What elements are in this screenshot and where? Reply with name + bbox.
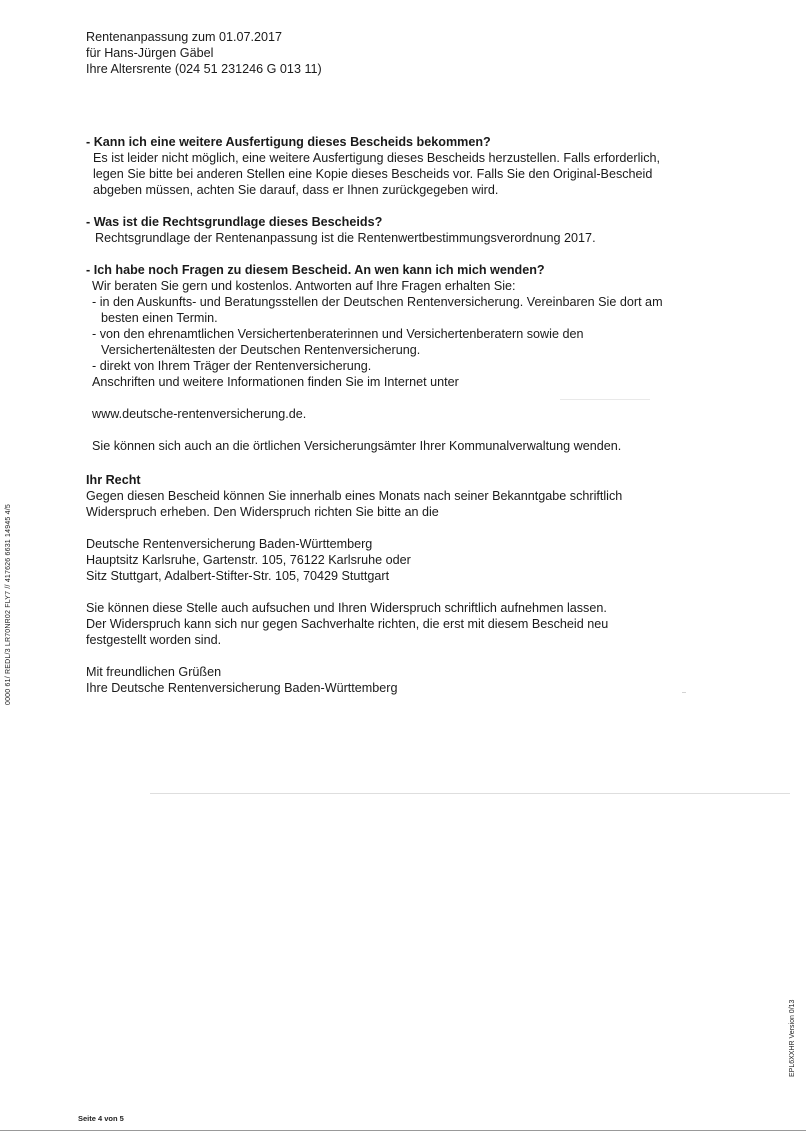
rights-heading: Ihr Recht [86, 473, 141, 487]
scan-artifact-line [150, 793, 790, 794]
q3-text-line: - direkt von Ihrem Träger der Rentenversicherung. [92, 359, 372, 373]
scan-artifact-line [560, 399, 650, 400]
side-barcode-text: 0000 61/ REDL/3 LR70NR02 FLY7 // 417626 6631 14945 4/5 [5, 504, 12, 705]
q1-text-line: legen Sie bitte bei anderen Stellen eine Kopie dieses Bescheids vor. Falls Sie den Original-Bescheid [93, 167, 653, 181]
page-number: Seite 4 von 5 [78, 1114, 124, 1123]
address-line: Deutsche Rentenversicherung Baden-Württemberg [86, 537, 373, 551]
q3-text-line: - in den Auskunfts- und Beratungsstellen der Deutschen Rentenversicherung. Vereinbaren Sie dort am [92, 295, 663, 309]
greeting: Mit freundlichen Grüßen [86, 665, 222, 679]
rights-closing-line: Sie können diese Stelle auch aufsuchen und Ihren Widerspruch schriftlich aufnehmen lassen. [86, 601, 607, 615]
scan-artifact-dot [682, 692, 686, 693]
q2-heading: - Was ist die Rechtsgrundlage dieses Bescheids? [86, 215, 383, 229]
rights-closing-line: Der Widerspruch kann sich nur gegen Sachverhalte richten, die erst mit diesem Bescheid neu [86, 617, 609, 631]
rights-closing-line: festgestellt worden sind. [86, 633, 222, 647]
page-bottom-edge [0, 1130, 806, 1131]
q1-text-line: abgeben müssen, achten Sie darauf, dass er Ihnen zurückgegeben wird. [93, 183, 499, 197]
q3-text-line: Wir beraten Sie gern und kostenlos. Antworten auf Ihre Fragen erhalten Sie: [92, 279, 516, 293]
rights-text-line: Gegen diesen Bescheid können Sie innerhalb eines Monats nach seiner Bekanntgabe schriftlich [86, 489, 623, 503]
q2-text-line: Rechtsgrundlage der Rentenanpassung ist die Rentenwertbestimmungsverordnung 2017. [95, 231, 596, 245]
q3-text-line: Anschriften und weitere Informationen finden Sie im Internet unter [92, 375, 459, 389]
sender: Ihre Deutsche Rentenversicherung Baden-Württemberg [86, 681, 398, 695]
address-line: Hauptsitz Karlsruhe, Gartenstr. 105, 76122 Karlsruhe oder [86, 553, 411, 567]
q1-text-line: Es ist leider nicht möglich, eine weitere Ausfertigung dieses Bescheids herzustellen. Falls erforderlich, [93, 151, 660, 165]
q1-heading: - Kann ich eine weitere Ausfertigung dieses Bescheids bekommen? [86, 135, 491, 149]
rights-text-line: Widerspruch erheben. Den Widerspruch richten Sie bitte an die [86, 505, 439, 519]
subject-line: Rentenanpassung zum 01.07.2017 [86, 30, 283, 44]
reference-line: Ihre Altersrente (024 51 231246 G 013 11) [86, 62, 322, 76]
local-offices-text: Sie können sich auch an die örtlichen Versicherungsämter Ihrer Kommunalverwaltung wenden. [92, 439, 622, 453]
q3-text-line: besten einen Termin. [101, 311, 218, 325]
website-link[interactable]: www.deutsche-rentenversicherung.de. [92, 407, 307, 421]
recipient-line: für Hans-Jürgen Gäbel [86, 46, 214, 60]
address-line: Sitz Stuttgart, Adalbert-Stifter-Str. 105, 70429 Stuttgart [86, 569, 390, 583]
q3-heading: - Ich habe noch Fragen zu diesem Bescheid. An wen kann ich mich wenden? [86, 263, 545, 277]
q3-text-line: Versichertenältesten der Deutschen Rentenversicherung. [101, 343, 421, 357]
q3-text-line: - von den ehrenamtlichen Versichertenberaterinnen und Versichertenberatern sowie den [92, 327, 584, 341]
form-version: EPL6XXHR Version 0/13 [789, 999, 796, 1077]
